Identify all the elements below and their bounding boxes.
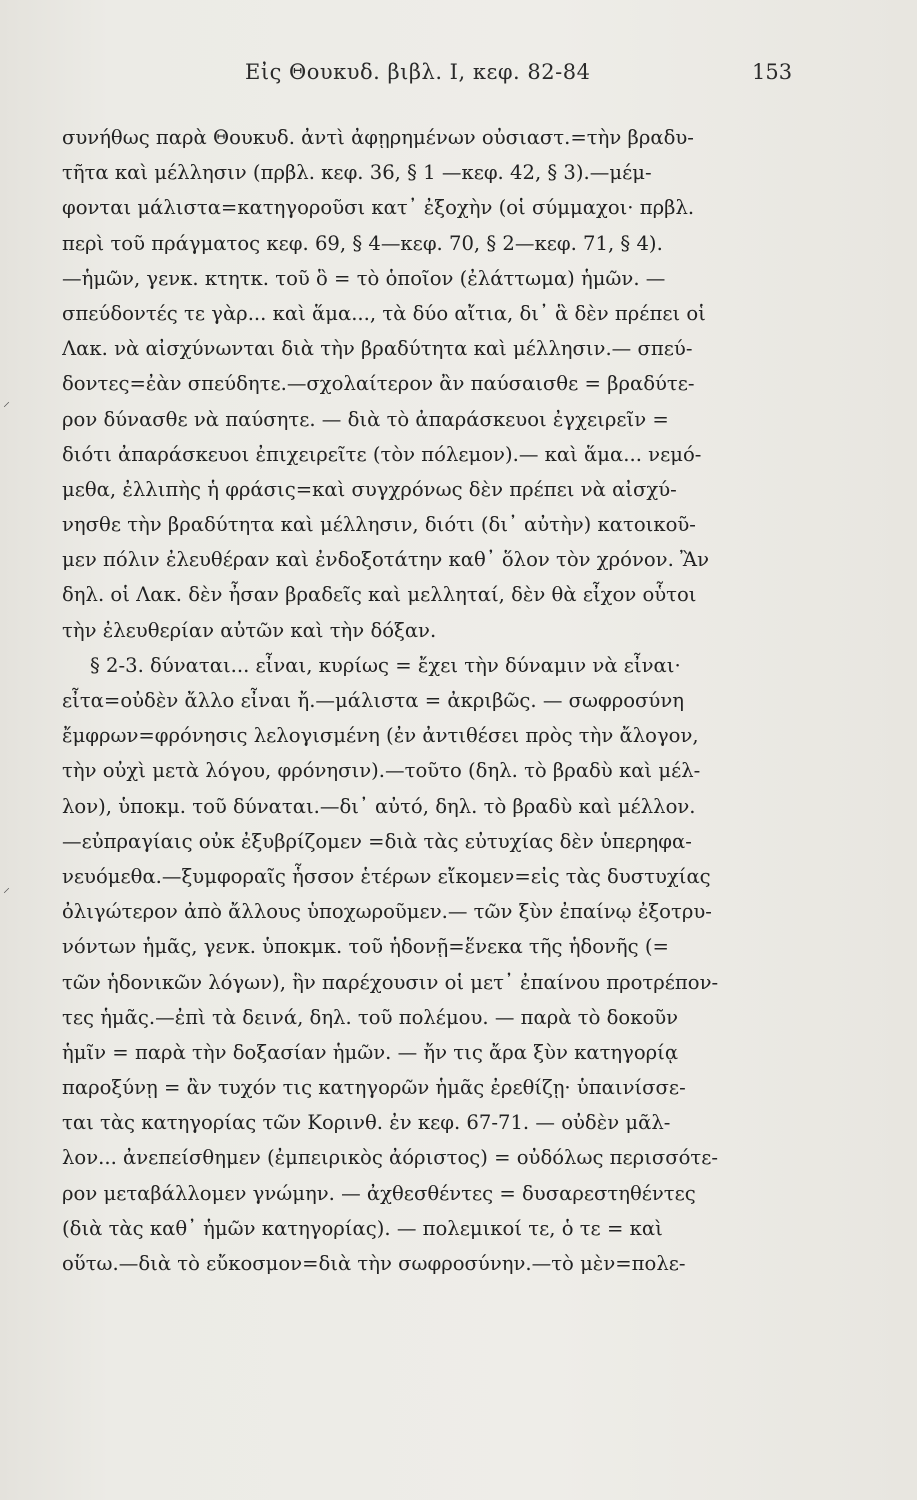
text-line: νόντων ἡμᾶς, γενκ. ὑποκμκ. τοῦ ἡδονῇ=ἕνεκα τῆς ἡδονῆς (= xyxy=(62,935,669,959)
text-line: νησθε τὴν βραδύτητα καὶ μέλλησιν, διότι (δι᾽ αὐτὴν) κατοικοῦ- xyxy=(62,513,696,537)
text-line: —ἡμῶν, γενκ. κτητκ. τοῦ ὃ = τὸ ὁποῖον (ἐλάττωμα) ἡμῶν. — xyxy=(62,266,666,290)
text-line: μεν πόλιν ἐλευθέραν καὶ ἐνδοξοτάτην καθ᾽ ὅλον τὸν χρόνον. Ἂν xyxy=(62,548,709,572)
text-line: τες ἡμᾶς.—ἐπὶ τὰ δεινά, δηλ. τοῦ πολέμου. — παρὰ τὸ δοκοῦν xyxy=(62,1005,679,1029)
text-line: σπεύδοντές τε γὰρ... καὶ ἅμα..., τὰ δύο αἴτια, δι᾽ ἃ δὲν πρέπει οἱ xyxy=(62,301,706,325)
text-line: μεθα, ἐλλιπὴς ἡ φράσις=καὶ συγχρόνως δὲν πρέπει νὰ αἰσχύ- xyxy=(62,477,677,501)
text-line: δοντες=ἐὰν σπεύδητε.—σχολαίτερον ἂν παύσαισθε = βραδύτε- xyxy=(62,372,695,396)
text-line: (διὰ τὰς καθ᾽ ἡμῶν κατηγορίας). — πολεμικοί τε, ὁ τε = καὶ xyxy=(62,1216,663,1240)
text-line: λον), ὑποκμ. τοῦ δύναται.—δι᾽ αὐτό, δηλ. τὸ βραδὺ καὶ μέλλον. xyxy=(62,794,696,818)
margin-pencil-mark: ⸝ xyxy=(3,394,10,410)
text-line: ρον δύνασθε νὰ παύσητε. — διὰ τὸ ἀπαράσκευοι ἐγχειρεῖν = xyxy=(62,407,669,431)
text-line: τὴν ἐλευθερίαν αὐτῶν καὶ τὴν δόξαν. xyxy=(62,618,437,642)
text-line: ρον μεταβάλλομεν γνώμην. — ἀχθεσθέντες = δυσαρεστηθέντες xyxy=(62,1181,696,1205)
text-line: διότι ἀπαράσκευοι ἐπιχειρεῖτε (τὸν πόλεμον).— καὶ ἅμα... νεμό- xyxy=(62,442,702,466)
text-line: συνήθως παρὰ Θουκυδ. ἀντὶ ἀφῃρημένων οὐσιαστ.=τὴν βραδυ- xyxy=(62,126,694,149)
text-line: —εὐπραγίαις οὐκ ἐξυβρίζομεν =διὰ τὰς εὐτυχίας δὲν ὑπερηφα- xyxy=(62,829,692,853)
running-title: Εἰς Θουκυδ. βιβλ. Ι, κεφ. 82-84 xyxy=(245,60,591,84)
text-line: οὕτω.—διὰ τὸ εὔκοσμον=διὰ τὴν σωφροσύνην.—τὸ μὲν=πολε- xyxy=(62,1252,686,1275)
text-line: λον... ἀνεπείσθημεν (ἐμπειρικὸς ἀόριστος) = οὐδόλως περισσότε- xyxy=(62,1146,719,1170)
text-line: φονται μάλιστα=κατηγοροῦσι κατ᾽ ἐξοχὴν (οἱ σύμμαχοι· πρβλ. xyxy=(62,196,695,220)
section-start-line: § 2-3. δύναται... εἶναι, κυρίως = ἔχει τὴν δύναμιν νὰ εἶναι· xyxy=(90,653,681,677)
text-line: περὶ τοῦ πράγματος κεφ. 69, § 4—κεφ. 70, § 2—κεφ. 71, § 4). xyxy=(62,231,663,255)
text-line: τὴν οὐχὶ μετὰ λόγου, φρόνησιν).—τοῦτο (δηλ. τὸ βραδὺ καὶ μέλ- xyxy=(62,759,701,783)
margin-pencil-mark: ⸝ xyxy=(3,880,10,896)
commentary-text xyxy=(62,120,822,1281)
text-line: ὀλιγώτερον ἀπὸ ἄλλους ὑποχωροῦμεν.— τῶν ξὺν ἐπαίνῳ ἐξοτρυ- xyxy=(62,900,712,924)
text-line: ἡμῖν = παρὰ τὴν δοξασίαν ἡμῶν. — ἤν τις ἄρα ξὺν κατηγορίᾳ xyxy=(62,1040,679,1064)
text-line: παροξύνῃ = ἂν τυχόν τις κατηγορῶν ἡμᾶς ἐρεθίζῃ· ὑπαινίσσε- xyxy=(62,1076,686,1100)
text-line: ἔμφρων=φρόνησις λελογισμένη (ἐν ἀντιθέσει πρὸς τὴν ἄλογον, xyxy=(62,724,699,748)
text-line: νευόμεθα.—ξυμφοραῖς ἧσσον ἑτέρων εἴκομεν=εἰς τὰς δυστυχίας xyxy=(62,864,711,888)
text-line: Λακ. νὰ αἰσχύνωνται διὰ τὴν βραδύτητα καὶ μέλλησιν.— σπεύ- xyxy=(62,337,693,361)
running-head xyxy=(0,58,917,98)
page-number: 153 xyxy=(752,60,793,84)
text-line: εἶτα=οὐδὲν ἄλλο εἶναι ἤ.—μάλιστα = ἀκριβῶς. — σωφροσύνη xyxy=(62,689,684,712)
text-line: τῆτα καὶ μέλλησιν (πρβλ. κεφ. 36, § 1 —κεφ. 42, § 3).—μέμ- xyxy=(62,161,652,185)
text-line: τῶν ἡδονικῶν λόγων), ἣν παρέχουσιν οἱ μετ᾽ ἐπαίνου προτρέπον- xyxy=(62,970,719,994)
text-line: ται τὰς κατηγορίας τῶν Κορινθ. ἐν κεφ. 67-71. — οὐδὲν μᾶλ- xyxy=(62,1111,671,1135)
text-line: δηλ. οἱ Λακ. δὲν ἦσαν βραδεῖς καὶ μελληταί, δὲν θὰ εἶχον οὗτοι xyxy=(62,583,697,607)
